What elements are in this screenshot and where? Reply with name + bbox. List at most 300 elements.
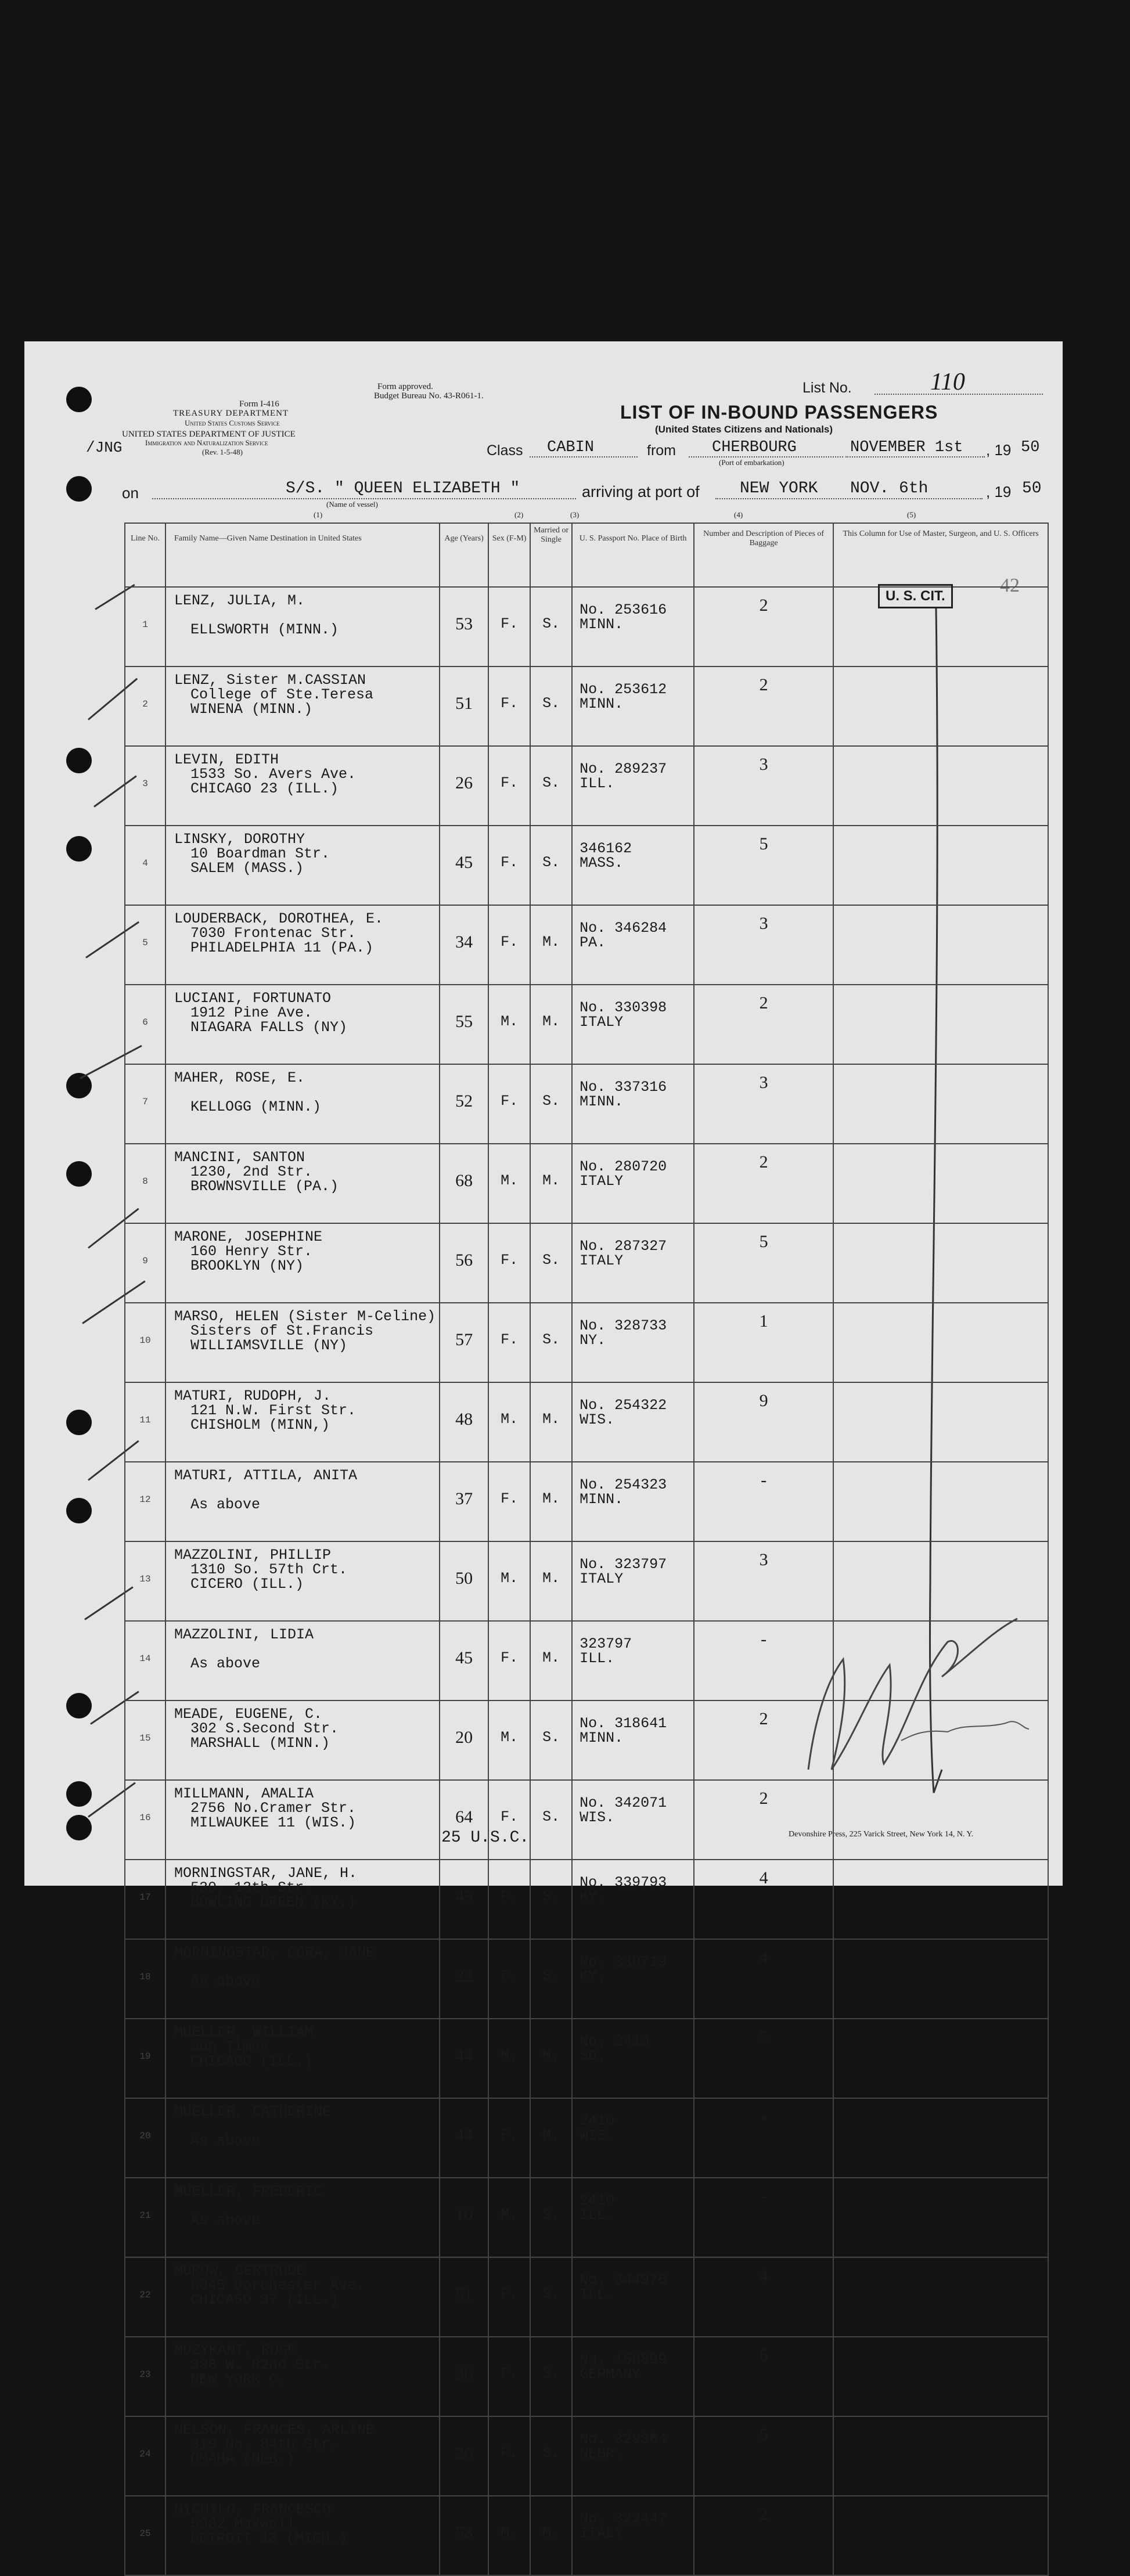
passenger-marital: M. [530, 1541, 572, 1621]
from-label: from [647, 442, 676, 459]
from-line [689, 456, 843, 457]
place-of-birth: ITALY [580, 2525, 624, 2542]
line-number: 19 [125, 2019, 165, 2098]
passport-cell [572, 2257, 694, 2337]
passenger-address [174, 1642, 436, 1656]
form-number: Form I-416 [239, 399, 279, 409]
passenger-name: LUCIANI, FORTUNATO [174, 990, 332, 1007]
place-of-birth: WIS. [580, 1809, 615, 1826]
passenger-age: 45 [440, 826, 488, 905]
passenger-name-cell [165, 2019, 440, 2098]
baggage-count: 3 [694, 746, 833, 826]
table-row [125, 1700, 1048, 1780]
officer-notes [833, 2416, 1048, 2496]
place-of-birth: ILL. [580, 775, 615, 792]
form-revision: (Rev. 1-5-48) [202, 448, 243, 456]
passenger-age: 22 [440, 1939, 488, 2019]
passport-cell [572, 905, 694, 985]
line-number: 12 [125, 1462, 165, 1541]
punch-hole [66, 476, 92, 502]
passenger-marital: S. [530, 1780, 572, 1860]
baggage-count: 1 [694, 1303, 833, 1382]
table-row [125, 2337, 1048, 2416]
passenger-name-cell [165, 1700, 440, 1780]
passport-number: No. 323797 [580, 1556, 667, 1573]
passport-number: 2410 [580, 2192, 615, 2209]
passenger-marital: M. [530, 1621, 572, 1700]
baggage-count: 2 [694, 2496, 833, 2575]
passenger-sex: F. [488, 1064, 530, 1144]
vessel-note: (Name of vessel) [326, 500, 378, 509]
line-number: 6 [125, 985, 165, 1064]
passenger-destination: SALEM (MASS.) [190, 860, 304, 877]
passenger-name: LENZ, JULIA, M. [174, 592, 305, 609]
passenger-sex: F. [488, 1939, 530, 2019]
place-of-birth: NY. [580, 1332, 606, 1349]
passenger-sex: F. [488, 1462, 530, 1541]
baggage-count: - [694, 2178, 833, 2257]
baggage-count: 2 [694, 587, 833, 666]
passenger-name-cell [165, 1223, 440, 1303]
passenger-marital: S. [530, 2178, 572, 2257]
manifest-page [24, 341, 1063, 2547]
passenger-name: MUELLER, CATHERINE [174, 2103, 332, 2120]
passenger-age: 10 [440, 2178, 488, 2257]
table-row [125, 1860, 1048, 1939]
passenger-age: 34 [440, 905, 488, 985]
passenger-destination: CHICAGO (ILL.) [190, 2053, 313, 2070]
baggage-count: 5 [694, 2416, 833, 2496]
passenger-sex: F. [488, 1860, 530, 1939]
passenger-name: MATURI, ATTILA, ANITA [174, 1467, 358, 1484]
passenger-table [124, 523, 1049, 2576]
passport-number: No. 253616 [580, 601, 667, 618]
class-label: Class [487, 442, 523, 459]
line-number: 25 [125, 2496, 165, 2575]
baggage-count: 3 [694, 905, 833, 985]
passenger-name-cell [165, 826, 440, 905]
punch-hole [66, 1161, 92, 1187]
passenger-age: 44 [440, 2019, 488, 2098]
punch-hole [66, 836, 92, 862]
passenger-name: MARONE, JOSEPHINE [174, 1228, 323, 1245]
table-row [125, 2496, 1048, 2575]
passport-cell [572, 2496, 694, 2575]
passenger-age: 20 [440, 1700, 488, 1780]
passenger-destination: As above [190, 1655, 261, 1672]
passenger-marital: S. [530, 1064, 572, 1144]
table-row [125, 826, 1048, 905]
passenger-name-cell [165, 1939, 440, 2019]
officer-notes [833, 1621, 1048, 1700]
passport-number: No. 158899 [580, 2351, 667, 2368]
passenger-name-cell [165, 1621, 440, 1700]
col-married: Married or Single [530, 523, 572, 587]
from-value: CHERBOURG [712, 439, 797, 456]
passenger-name: MAHER, ROSE, E. [174, 1069, 305, 1086]
passenger-age: 45 [440, 1621, 488, 1700]
passport-cell [572, 746, 694, 826]
passenger-marital: S. [530, 1860, 572, 1939]
passenger-name: MORNINGSTAR, JANE, H. [174, 1865, 358, 1882]
passenger-name: MORNINGSTAR, CORA, JANE [174, 1944, 375, 1961]
passenger-sex: F. [488, 1780, 530, 1860]
table-row [125, 666, 1048, 746]
line-number: 9 [125, 1223, 165, 1303]
passenger-name-cell [165, 2257, 440, 2337]
passport-cell [572, 826, 694, 905]
passenger-name-cell [165, 1144, 440, 1223]
officer-notes [833, 1303, 1048, 1382]
place-of-birth: MASS. [580, 855, 624, 871]
line-number: 22 [125, 2257, 165, 2337]
passenger-destination: DETROIT 13 (MICH.) [190, 2530, 348, 2547]
vessel-line [152, 498, 576, 499]
ins-service: Immigration and Naturalization Service [145, 438, 268, 447]
passenger-age: 51 [440, 2257, 488, 2337]
col-passport: U. S. Passport No. Place of Birth [572, 523, 694, 587]
col-number: (2) [514, 510, 524, 519]
list-no-value: 110 [930, 369, 965, 395]
passenger-sex: F. [488, 826, 530, 905]
passenger-address: 308 W. 82nd Str. [190, 2357, 330, 2373]
passenger-name: NELSON, FRANCES, ARLINE [174, 2422, 375, 2438]
passenger-sex: F. [488, 666, 530, 746]
table-row [125, 2098, 1048, 2178]
punch-hole [66, 748, 92, 773]
passenger-marital: S. [530, 587, 572, 666]
passenger-age: 64 [440, 1780, 488, 1860]
printer-imprint: Devonshire Press, 225 Varick Street, New York 14, N. Y. [789, 1830, 974, 1839]
passenger-name-cell [165, 2416, 440, 2496]
line-number: 11 [125, 1382, 165, 1462]
place-of-birth: WIS. [580, 1411, 615, 1428]
passport-cell [572, 2416, 694, 2496]
passenger-age: 44 [440, 2098, 488, 2178]
page-subtitle: (United States Citizens and Nationals) [655, 424, 833, 435]
baggage-count: 2 [694, 985, 833, 1064]
list-no-label: List No. [802, 380, 852, 396]
passenger-sex: M. [488, 985, 530, 1064]
punch-hole [66, 1693, 92, 1718]
table-row [125, 985, 1048, 1064]
officer-notes [833, 1939, 1048, 2019]
justice-dept: UNITED STATES DEPARTMENT OF JUSTICE [122, 430, 296, 439]
table-row [125, 1541, 1048, 1621]
passenger-age: 37 [440, 1462, 488, 1541]
place-of-birth: ILL. [580, 1650, 615, 1667]
officer-notes [833, 2337, 1048, 2416]
passenger-address: 6045 Dorchester Ave. [190, 2277, 365, 2294]
place-of-birth: ITALY [580, 1570, 624, 1587]
passenger-age: 57 [440, 1303, 488, 1382]
passenger-name: MUELLER, WILLIAM [174, 2024, 314, 2041]
passport-number: No. 329364 [580, 2431, 667, 2448]
baggage-count: - [694, 1621, 833, 1700]
officer-notes [833, 1462, 1048, 1541]
line-number: 10 [125, 1303, 165, 1382]
baggage-count: 4 [694, 1939, 833, 2019]
passenger-destination: NEW YORK C. [190, 2371, 287, 2388]
place-of-birth: KY. [580, 1968, 606, 1985]
passenger-sex: F. [488, 905, 530, 985]
passenger-name-cell [165, 2178, 440, 2257]
line-number: 20 [125, 2098, 165, 2178]
passport-number: No. 337316 [580, 1079, 667, 1096]
officer-notes [833, 1064, 1048, 1144]
col-number: (4) [734, 510, 743, 519]
officer-notes [833, 2178, 1048, 2257]
passport-number: No. 287327 [580, 1238, 667, 1255]
place-of-birth: MINN. [580, 696, 624, 712]
passenger-sex: F. [488, 2416, 530, 2496]
officer-notes [833, 1223, 1048, 1303]
place-of-birth: MINN. [580, 616, 624, 633]
passenger-name: MATURI, RUDOPH, J. [174, 1388, 332, 1404]
place-of-birth: MINN. [580, 1730, 624, 1746]
passenger-name-cell [165, 1780, 440, 1860]
officer-notes [833, 2257, 1048, 2337]
passenger-marital: M. [530, 1144, 572, 1223]
place-of-birth: ITALY [580, 1014, 624, 1031]
passenger-marital: S. [530, 1223, 572, 1303]
col-baggage: Number and Description of Pieces of Baggage [694, 523, 833, 587]
passenger-name-cell [165, 905, 440, 985]
passenger-destination: ELLSWORTH (MINN.) [190, 621, 339, 638]
passenger-name-cell [165, 746, 440, 826]
passenger-sex: M. [488, 2019, 530, 2098]
baggage-count: 9 [694, 1382, 833, 1462]
table-row [125, 1223, 1048, 1303]
col-sex: Sex (F-M) [488, 523, 530, 587]
passport-cell [572, 1144, 694, 1223]
passenger-sex: F. [488, 2337, 530, 2416]
table-row [125, 1939, 1048, 2019]
officer-notes [833, 1700, 1048, 1780]
passport-cell [572, 1303, 694, 1382]
passenger-address: 302 S.Second Str. [190, 1720, 339, 1737]
passenger-name-cell [165, 2098, 440, 2178]
customs-service: United States Customs Service [185, 419, 280, 427]
passenger-address [174, 2119, 436, 2134]
passport-cell [572, 587, 694, 666]
baggage-count: 5 [694, 2019, 833, 2098]
passenger-age: 45 [440, 1860, 488, 1939]
form-approved: Form approved. [377, 382, 433, 391]
passport-cell [572, 1541, 694, 1621]
passenger-age: 53 [440, 587, 488, 666]
officer-notes [833, 1860, 1048, 1939]
passenger-address: 530, 13th Str. [190, 1879, 313, 1896]
passenger-sex: F. [488, 587, 530, 666]
officer-notes [833, 2019, 1048, 2098]
passenger-name: MAZZOLINI, PHILLIP [174, 1547, 332, 1563]
passport-number: No. 254323 [580, 1476, 667, 1493]
punch-hole [66, 1815, 92, 1840]
place-of-birth: MINN. [580, 1093, 624, 1110]
passport-number: No. 322447 [580, 2510, 667, 2527]
passport-number: No. 346284 [580, 920, 667, 936]
passport-cell [572, 1462, 694, 1541]
passenger-address: 160 Henry Str. [190, 1243, 313, 1260]
passenger-marital: S. [530, 1939, 572, 2019]
passenger-address: College of Ste.Teresa [190, 686, 374, 703]
passenger-destination: CHICAGO 37 (ILL.) [190, 2292, 339, 2308]
passport-cell [572, 1780, 694, 1860]
baggage-count: 6 [694, 2337, 833, 2416]
passport-number: No. 254322 [580, 1397, 667, 1414]
passenger-marital: M. [530, 2098, 572, 2178]
baggage-count: 3 [694, 1064, 833, 1144]
passport-cell [572, 666, 694, 746]
passenger-name-cell [165, 1462, 440, 1541]
punch-hole [66, 1410, 92, 1435]
officer-notes [833, 666, 1048, 746]
passenger-address: 1533 So. Avers Ave. [190, 766, 357, 783]
passenger-destination: OMAHA (NEB.) [190, 2451, 296, 2467]
line-number: 16 [125, 1780, 165, 1860]
passenger-sex: F. [488, 1621, 530, 1700]
table-row [125, 2416, 1048, 2496]
baggage-count: 5 [694, 1223, 833, 1303]
passenger-age: 26 [440, 746, 488, 826]
passenger-name-cell [165, 1303, 440, 1382]
table-row [125, 2178, 1048, 2257]
passenger-marital: S. [530, 1303, 572, 1382]
passenger-sex: F. [488, 1303, 530, 1382]
passenger-name-cell [165, 666, 440, 746]
passenger-address: 1230, 2nd Str. [190, 1163, 313, 1180]
officer-notes [833, 1780, 1048, 1860]
passenger-name: MEADE, EUGENE, C. [174, 1706, 323, 1723]
depart-year: 50 [1021, 439, 1040, 456]
passenger-age: 36 [440, 2337, 488, 2416]
passenger-sex: M. [488, 1382, 530, 1462]
baggage-count: - [694, 1462, 833, 1541]
passenger-age: 56 [440, 1223, 488, 1303]
baggage-count: 3 [694, 1541, 833, 1621]
arrival-year: 50 [1022, 480, 1042, 498]
officer-notes [833, 905, 1048, 985]
passenger-destination: MILWAUKEE 11 (WIS.) [190, 1814, 357, 1831]
passenger-address: 2756 No.Cramer Str. [190, 1800, 357, 1817]
passport-number: No. 339719 [580, 1954, 667, 1970]
passenger-destination: CICERO (ILL.) [190, 1576, 304, 1593]
col-line-no: Line No. [125, 523, 165, 587]
arriving-label: arriving at port of [582, 483, 700, 500]
table-row [125, 905, 1048, 985]
us-citizen-stamp: U. S. CIT. [878, 584, 953, 608]
passenger-name-cell [165, 1541, 440, 1621]
col-number: (3) [570, 510, 580, 519]
place-of-birth: WIS. [580, 2127, 615, 2144]
passenger-age: 51 [440, 666, 488, 746]
place-of-birth: GERMANY [580, 2366, 641, 2383]
passenger-marital: M. [530, 1462, 572, 1541]
passport-cell [572, 2019, 694, 2098]
place-of-birth: NEBR. [580, 2445, 624, 2462]
passenger-address: 121 N.W. First Str. [190, 1402, 357, 1419]
baggage-count: 2 [694, 1780, 833, 1860]
passport-number: No. 253612 [580, 681, 667, 698]
on-label: on [122, 484, 139, 502]
passport-number: No. 339793 [580, 1874, 667, 1891]
officer-notes [833, 2098, 1048, 2178]
passenger-address [174, 2199, 436, 2213]
baggage-count: 2 [694, 1700, 833, 1780]
page-title: LIST OF IN-BOUND PASSENGERS [620, 402, 938, 423]
passenger-destination: MARSHALL (MINN.) [190, 1735, 330, 1752]
usc-note: 25 U.S.C. [441, 1829, 530, 1847]
passenger-name-cell [165, 1382, 440, 1462]
vessel-name: S/S. " QUEEN ELIZABETH " [286, 480, 520, 498]
arrival-year-prefix: , 19 [986, 483, 1012, 500]
passenger-name: NICHILO, FRANCESCO [174, 2501, 332, 2518]
passport-cell [572, 2337, 694, 2416]
passenger-name-cell [165, 1064, 440, 1144]
table-row [125, 2257, 1048, 2337]
passenger-address: 10 Boardman Str. [190, 845, 330, 862]
passenger-marital: M. [530, 985, 572, 1064]
col-number: (5) [907, 510, 916, 519]
passenger-name-cell [165, 985, 440, 1064]
place-of-birth: ILL. [580, 2207, 615, 2224]
place-of-birth: ITALY [580, 1173, 624, 1190]
passenger-age: 48 [440, 1382, 488, 1462]
passport-cell [572, 2178, 694, 2257]
line-number: 15 [125, 1700, 165, 1780]
punch-hole [66, 1781, 92, 1807]
passport-cell [572, 1064, 694, 1144]
margin-note: 42 [1000, 575, 1020, 596]
baggage-count: 2 [694, 666, 833, 746]
passenger-name-cell [165, 587, 440, 666]
passenger-address: 5082 Maxwell [190, 2516, 296, 2532]
passenger-address: 7030 Frontenac Str. [190, 925, 357, 942]
passenger-destination: As above [190, 1496, 261, 1513]
passport-cell [572, 1860, 694, 1939]
passenger-marital: S. [530, 1700, 572, 1780]
line-number: 21 [125, 2178, 165, 2257]
passenger-name: MUROW, GERTRUDE [174, 2262, 305, 2279]
line-number: 13 [125, 1541, 165, 1621]
port-note: (Port of embarkation) [719, 458, 784, 467]
passenger-sex: F. [488, 2098, 530, 2178]
passenger-sex: M. [488, 2496, 530, 2575]
officer-notes [833, 1144, 1048, 1223]
table-row [125, 1064, 1048, 1144]
line-number: 3 [125, 746, 165, 826]
passenger-address: 1912 Pine Ave. [190, 1004, 313, 1021]
passenger-address: 1310 So. 57th Crt. [190, 1561, 348, 1578]
table-row [125, 1780, 1048, 1860]
passenger-name: MANCINI, SANTON [174, 1149, 305, 1166]
passenger-age: 58 [440, 2496, 488, 2575]
arrival-port: NEW YORK [740, 480, 818, 498]
passport-number: No. 330398 [580, 999, 667, 1016]
line-number: 5 [125, 905, 165, 985]
passport-cell [572, 1939, 694, 2019]
clerk-initials: /JNG [86, 439, 123, 456]
table-row [125, 1462, 1048, 1541]
passenger-marital: M. [530, 1382, 572, 1462]
line-number: 17 [125, 1860, 165, 1939]
passport-number: No. 342071 [580, 1795, 667, 1811]
passenger-name: MILLMANN, AMALIA [174, 1785, 314, 1802]
passenger-destination: BOWLING GREEN (KY.) [190, 1894, 357, 1911]
passport-cell [572, 985, 694, 1064]
passenger-destination: KELLOGG (MINN.) [190, 1098, 322, 1115]
